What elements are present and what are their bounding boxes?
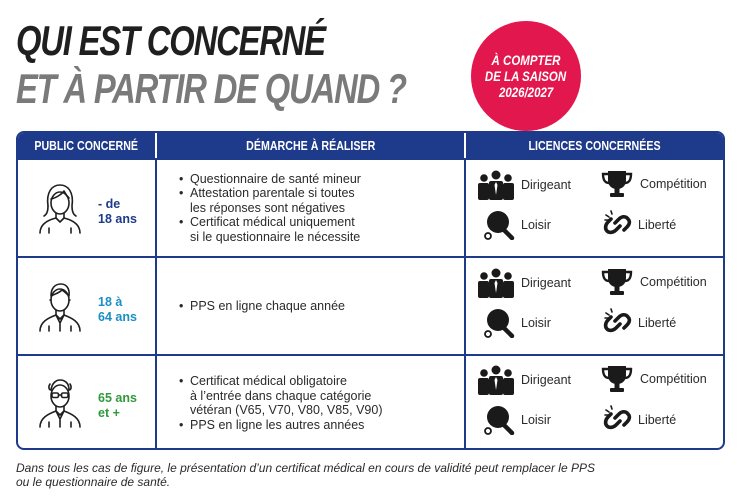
age-group-label: - de 18 ans	[98, 197, 137, 226]
licence-loisir: Loisir	[484, 210, 551, 240]
table-row	[18, 158, 723, 256]
step-item: • PPS en ligne chaque année	[179, 299, 345, 314]
licence-dirigeant: Dirigeant	[476, 268, 571, 298]
team-icon	[476, 268, 516, 298]
paddle-icon	[484, 308, 516, 338]
licence-liberte: Liberté	[603, 210, 676, 240]
man-avatar-icon	[36, 280, 84, 332]
step-item: • Attestation parentale si toutes les réponses sont négatives	[179, 186, 361, 215]
age-group-label: 18 à 64 ans	[98, 295, 137, 324]
trophy-icon	[599, 170, 635, 198]
senior-avatar-icon	[36, 376, 84, 428]
licence-competition: Compétition	[599, 268, 707, 296]
licence-dirigeant: Dirigeant	[476, 365, 571, 395]
badge-line-1: À COMPTER	[491, 52, 561, 68]
page-title: QUI EST CONCERNÉ	[16, 17, 325, 64]
table-header	[18, 133, 723, 158]
table-row	[18, 256, 723, 354]
step-item: • Certificat médical uniquement si le questionnaire le nécessite	[179, 215, 361, 244]
step-item: • Certificat médical obligatoire à l’entrée dans chaque catégorie vétéran (V65, V70, V80, V85, V90)	[179, 374, 382, 418]
woman-avatar-icon	[36, 182, 84, 234]
team-icon	[476, 365, 516, 395]
licence-competition: Compétition	[599, 365, 707, 393]
footnote: Dans tous les cas de figure, le présentation d’un certificat médical en cours de validité peut remplacer le PPS ou le questionnaire de santé.	[16, 461, 595, 489]
header-public: PUBLIC CONCERNÉ	[18, 133, 157, 158]
public-cell	[18, 356, 157, 450]
step-item: • Questionnaire de santé mineur	[179, 172, 361, 187]
public-cell	[18, 258, 157, 354]
eligibility-table	[16, 131, 725, 450]
step-item: • PPS en ligne les autres années	[179, 418, 382, 433]
licence-liberte: Liberté	[603, 405, 676, 435]
trophy-icon	[599, 268, 635, 296]
licences-cell	[466, 258, 723, 354]
season-badge	[471, 21, 581, 131]
licences-cell	[466, 356, 723, 450]
header-licences: LICENCES CONCERNÉES	[528, 138, 661, 153]
demarche-cell	[157, 356, 466, 450]
licence-dirigeant: Dirigeant	[476, 170, 571, 200]
public-cell	[18, 160, 157, 256]
page-subtitle: ET À PARTIR DE QUAND ?	[16, 65, 406, 112]
header-demarche: DÉMARCHE À RÉALISER	[157, 133, 466, 158]
licences-cell	[466, 160, 723, 256]
demarche-cell	[157, 258, 466, 354]
licence-loisir: Loisir	[484, 405, 551, 435]
chain-link-icon	[603, 210, 633, 240]
team-icon	[476, 170, 516, 200]
badge-line-3: 2026/2027	[498, 84, 554, 100]
licence-loisir: Loisir	[484, 308, 551, 338]
chain-link-icon	[603, 308, 633, 338]
trophy-icon	[599, 365, 635, 393]
table-row	[18, 354, 723, 450]
badge-line-2: DE LA SAISON	[485, 68, 567, 84]
licence-competition: Compétition	[599, 170, 707, 198]
demarche-cell	[157, 160, 466, 256]
paddle-icon	[484, 210, 516, 240]
licence-liberte: Liberté	[603, 308, 676, 338]
age-group-label: 65 ans et +	[98, 391, 137, 420]
paddle-icon	[484, 405, 516, 435]
chain-link-icon	[603, 405, 633, 435]
